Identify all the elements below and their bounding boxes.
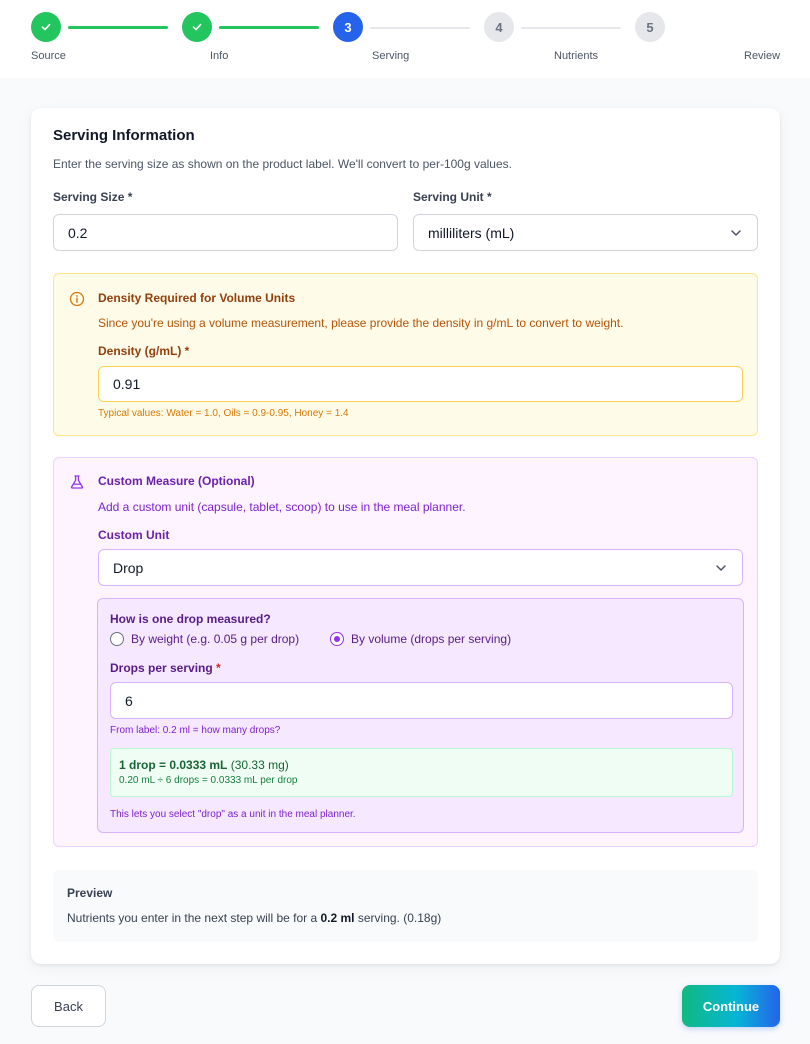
chevron-down-icon <box>729 226 743 240</box>
step-4-circle: 4 <box>484 12 514 42</box>
preview-section <box>53 870 758 942</box>
step-label-review: Review <box>744 50 781 62</box>
preview-text-before: Nutrients you enter in the next step will be for a <box>67 911 318 925</box>
step-3-circle[interactable]: 3 <box>333 12 363 42</box>
continue-button[interactable]: Continue <box>682 985 780 1027</box>
density-alert <box>53 273 758 436</box>
density-text: Since you're using a volume measurement, please provide the density in g/mL to convert to weight. <box>98 316 624 330</box>
density-value: 0.91 <box>113 376 141 392</box>
info-icon <box>69 291 85 307</box>
custom-measure-section <box>53 457 758 847</box>
serving-card <box>31 108 780 964</box>
radio-weight-label: By weight (e.g. 0.05 g per drop) <box>131 632 300 646</box>
radio-volume-circle[interactable] <box>330 632 344 646</box>
back-button[interactable]: Back <box>31 985 106 1027</box>
meal-planner-note: This lets you select "drop" as a unit in the meal planner. <box>110 809 356 820</box>
custom-unit-value: Drop <box>113 559 144 576</box>
radio-by-volume[interactable] <box>330 632 511 646</box>
drops-per-serving-label <box>110 661 221 675</box>
calc-mg: (30.33 mg) <box>230 758 289 772</box>
serving-unit-value: milliliters (mL) <box>428 224 515 241</box>
step-label-source: Source <box>31 50 66 62</box>
calc-main <box>119 758 289 772</box>
preview-serving-bold: 0.2 ml <box>320 911 355 925</box>
drops-per-serving-input[interactable] <box>110 682 733 719</box>
step-connector-3 <box>370 27 470 29</box>
preview-text <box>67 911 441 925</box>
custom-text: Add a custom unit (capsule, tablet, scoop) to use in the meal planner. <box>98 500 466 514</box>
custom-unit-select[interactable] <box>98 549 743 586</box>
custom-title: Custom Measure (Optional) <box>98 474 255 488</box>
serving-size-label: Serving Size * <box>53 190 133 204</box>
card-title: Serving Information <box>53 127 195 144</box>
step-label-serving: Serving <box>372 50 410 62</box>
drop-measure-panel <box>97 598 744 833</box>
step-label-info: Info <box>210 50 229 62</box>
step-2-check-icon[interactable] <box>182 12 212 42</box>
flask-icon <box>69 474 85 490</box>
step-1-check-icon[interactable] <box>31 12 61 42</box>
radio-volume-label: By volume (drops per serving) <box>351 632 512 646</box>
serving-unit-label: Serving Unit * <box>413 190 492 204</box>
custom-unit-label: Custom Unit <box>98 528 170 542</box>
step-connector-4 <box>521 27 621 29</box>
serving-size-value: 0.2 <box>68 224 88 241</box>
drop-calculation-result <box>110 748 733 797</box>
serving-size-input[interactable] <box>53 214 398 251</box>
chevron-down-icon <box>714 561 728 575</box>
drops-value: 6 <box>125 692 133 709</box>
progress-stepper <box>0 0 810 78</box>
drop-question: How is one drop measured? <box>110 612 271 626</box>
calc-main-bold: 1 drop = 0.0333 mL <box>119 758 228 772</box>
radio-by-weight[interactable] <box>110 632 299 646</box>
required-marker: * <box>216 661 221 675</box>
density-hint: Typical values: Water = 1.0, Oils = 0.9-0.95, Honey = 1.4 <box>98 408 349 419</box>
step-connector-1 <box>68 26 168 29</box>
card-description: Enter the serving size as shown on the product label. We'll convert to per-100g values. <box>53 157 512 171</box>
step-connector-2 <box>219 26 319 29</box>
preview-text-after: serving. (0.18g) <box>357 911 442 925</box>
density-input[interactable] <box>98 366 743 402</box>
step-label-nutrients: Nutrients <box>554 50 599 62</box>
preview-title: Preview <box>67 886 113 900</box>
density-label: Density (g/mL) * <box>98 344 190 358</box>
step-5-circle: 5 <box>635 12 665 42</box>
radio-weight-circle[interactable] <box>110 632 124 646</box>
calc-formula: 0.20 mL ÷ 6 drops = 0.0333 mL per drop <box>119 775 298 786</box>
drops-label-text: Drops per serving <box>110 661 213 675</box>
density-title: Density Required for Volume Units <box>98 291 296 305</box>
serving-unit-select[interactable] <box>413 214 758 251</box>
from-label-hint: From label: 0.2 ml = how many drops? <box>110 725 281 736</box>
